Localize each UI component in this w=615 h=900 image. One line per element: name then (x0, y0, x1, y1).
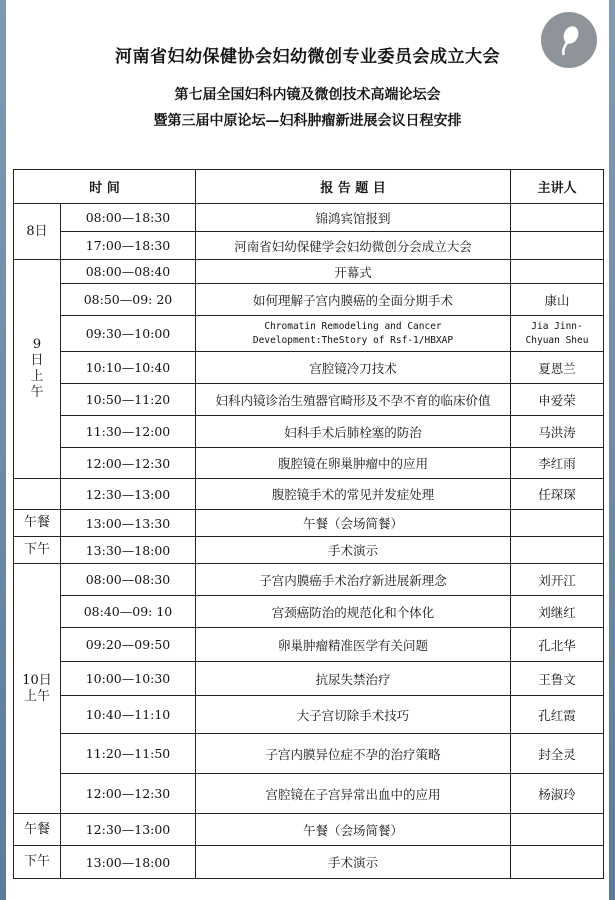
day-label-8: 8日 (14, 204, 61, 260)
table-row (14, 232, 604, 260)
topic-cell: 妇科内镜诊治生殖器官畸形及不孕不育的临床价值 (196, 384, 511, 416)
time-cell: 09:20—09:50 (61, 628, 196, 662)
time-cell: 13:00—18:00 (61, 846, 196, 879)
column-header-time: 时 间 (14, 170, 196, 204)
topic-cell: 锦鸿宾馆报到 (196, 204, 511, 232)
table-row (14, 596, 604, 628)
table-row (14, 416, 604, 448)
day-label-char: 日 (30, 353, 44, 368)
topic-cell: 宫腔镜冷刀技术 (196, 352, 511, 384)
topic-cell: 如何理解子宫内膜癌的全面分期手术 (196, 284, 511, 316)
time-cell: 08:00—18:30 (61, 204, 196, 232)
time-cell: 08:40—09: 10 (61, 596, 196, 628)
column-header-topic: 报 告 题 目 (196, 170, 511, 204)
topic-cell-english (196, 316, 511, 352)
topic-cell: 子宫内膜异位症不孕的治疗策略 (196, 734, 511, 774)
topic-cell: 手术演示 (196, 846, 511, 879)
topic-cell: 河南省妇幼保健学会妇幼微创分会成立大会 (196, 232, 511, 260)
table-row (14, 628, 604, 662)
speaker-cell: 马洪涛 (511, 416, 604, 448)
table-row (14, 479, 604, 510)
speaker-cell (511, 232, 604, 260)
topic-cell: 抗尿失禁治疗 (196, 662, 511, 696)
speaker-cell (511, 260, 604, 284)
time-cell: 11:20—11:50 (61, 734, 196, 774)
topic-line: Development:TheStory of Rsf-1/HBXAP (252, 334, 454, 346)
table-row (14, 814, 604, 846)
speaker-cell: 杨淑玲 (511, 774, 604, 814)
time-cell: 13:30—18:00 (61, 537, 196, 564)
topic-cell: 大子宫切除手术技巧 (196, 696, 511, 734)
topic-cell: 宫腔镜在子宫异常出血中的应用 (196, 774, 511, 814)
table-row (14, 204, 604, 232)
page-subtitle-1: 第七届全国妇科内镜及微创技术高端论坛会 (174, 87, 441, 103)
day-label-line: 上午 (23, 688, 50, 704)
day-label-char: 9 (32, 337, 42, 352)
topic-cell: 午餐（会场简餐） (196, 510, 511, 537)
table-row (14, 537, 604, 564)
speaker-cell (511, 814, 604, 846)
time-cell: 12:00—12:30 (61, 448, 196, 479)
topic-cell: 子宫内膜癌手术治疗新进展新理念 (196, 564, 511, 596)
speaker-cell: 孔红霞 (511, 696, 604, 734)
table-row (14, 662, 604, 696)
table-row (14, 448, 604, 479)
table-row (14, 564, 604, 596)
speaker-line: Jia Jinn- (531, 320, 583, 332)
table-row (14, 384, 604, 416)
speaker-cell: 申爱荣 (511, 384, 604, 416)
table-row (14, 510, 604, 537)
day-label-10-morning (14, 564, 61, 814)
empty-group-cell (14, 479, 61, 510)
table-row (14, 260, 604, 284)
table-row (14, 734, 604, 774)
time-cell: 13:00—13:30 (61, 510, 196, 537)
time-cell: 08:50—09: 20 (61, 284, 196, 316)
group-label-lunch: 午餐 (14, 510, 61, 537)
speaker-cell: 刘继红 (511, 596, 604, 628)
time-cell: 09:30—10:00 (61, 316, 196, 352)
speaker-cell-english (511, 316, 604, 352)
speaker-cell: 夏恩兰 (511, 352, 604, 384)
time-cell: 12:30—13:00 (61, 479, 196, 510)
day-label-char: 午 (30, 385, 44, 400)
group-label-afternoon: 下午 (14, 537, 61, 564)
time-cell: 08:00—08:30 (61, 564, 196, 596)
speaker-cell: 王鲁文 (511, 662, 604, 696)
time-cell: 12:30—13:00 (61, 814, 196, 846)
speaker-line: Chyuan Sheu (525, 334, 589, 346)
time-cell: 17:00—18:30 (61, 232, 196, 260)
speaker-cell: 孔北华 (511, 628, 604, 662)
time-cell: 10:40—11:10 (61, 696, 196, 734)
day-label-line: 10日 (22, 672, 52, 688)
table-header-row (14, 170, 604, 204)
day-label-char: 上 (30, 369, 44, 384)
topic-cell: 妇科手术后肺栓塞的防治 (196, 416, 511, 448)
topic-line: Chromatin Remodeling and Cancer (264, 320, 442, 332)
page-subtitle-2: 暨第三届中原论坛—妇科肿瘤新进展会议日程安排 (153, 113, 462, 129)
time-cell: 10:10—10:40 (61, 352, 196, 384)
page-title: 河南省妇幼保健协会妇幼微创专业委员会成立大会 (115, 47, 500, 67)
table-row (14, 696, 604, 734)
speaker-cell (511, 204, 604, 232)
left-border-strip (0, 0, 6, 900)
table-row (14, 316, 604, 352)
topic-cell: 手术演示 (196, 537, 511, 564)
right-border-strip (609, 0, 615, 900)
time-cell: 11:30—12:00 (61, 416, 196, 448)
table-row (14, 846, 604, 879)
speaker-cell: 封全灵 (511, 734, 604, 774)
topic-cell: 卵巢肿瘤精准医学有关问题 (196, 628, 511, 662)
table-row (14, 774, 604, 814)
group-label-afternoon: 下午 (14, 846, 61, 879)
speaker-cell: 康山 (511, 284, 604, 316)
speaker-cell: 李红雨 (511, 448, 604, 479)
speaker-cell: 任琛琛 (511, 479, 604, 510)
column-header-speaker: 主讲人 (511, 170, 604, 204)
group-label-lunch: 午餐 (14, 814, 61, 846)
time-cell: 12:00—12:30 (61, 774, 196, 814)
time-cell: 08:00—08:40 (61, 260, 196, 284)
topic-cell: 宫颈癌防治的规范化和个体化 (196, 596, 511, 628)
schedule-table (13, 169, 604, 879)
table-row (14, 352, 604, 384)
speaker-cell: 刘开江 (511, 564, 604, 596)
time-cell: 10:00—10:30 (61, 662, 196, 696)
time-cell: 10:50—11:20 (61, 384, 196, 416)
topic-cell: 开幕式 (196, 260, 511, 284)
topic-cell: 午餐（会场简餐） (196, 814, 511, 846)
speaker-cell (511, 846, 604, 879)
day-label-9-morning (14, 260, 61, 479)
table-row (14, 284, 604, 316)
speaker-cell (511, 510, 604, 537)
speaker-cell (511, 537, 604, 564)
topic-cell: 腹腔镜在卵巢肿瘤中的应用 (196, 448, 511, 479)
topic-cell: 腹腔镜手术的常见并发症处理 (196, 479, 511, 510)
